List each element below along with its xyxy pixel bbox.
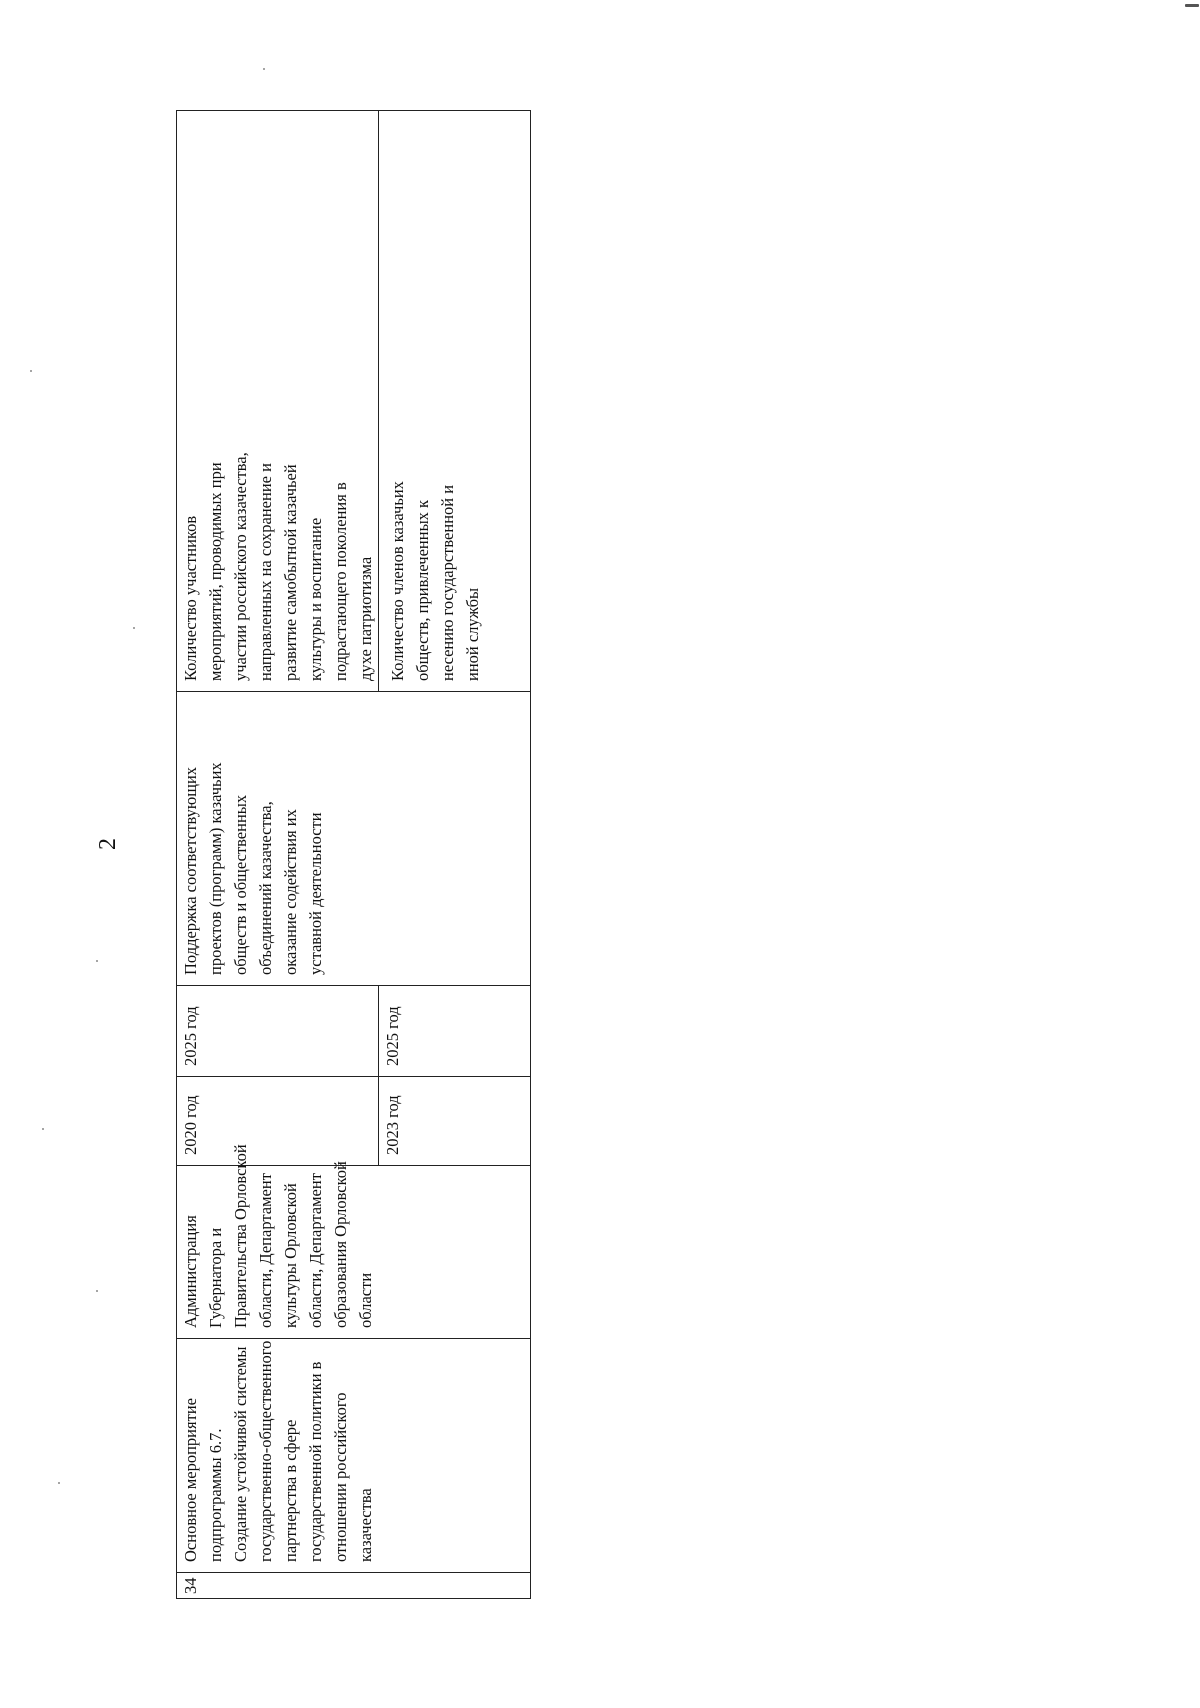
event-line: государственно-общественного (256, 1340, 275, 1562)
event-cell (177, 1339, 531, 1573)
end-date: 2025 год (181, 1006, 200, 1066)
table-row (177, 111, 379, 1599)
event-line: партнерства в сфере (281, 1419, 300, 1562)
event-line: отношении российского (331, 1392, 350, 1562)
event-line: Основное мероприятие (181, 1398, 200, 1562)
indicator-line: подрастающего поколения в (331, 482, 350, 681)
result-line: проектов (программ) казачьих (206, 762, 225, 975)
start-date: 2023 год (383, 1095, 402, 1155)
executor-line: культуры Орловской (281, 1183, 300, 1328)
measures-table (176, 110, 531, 1599)
executor-line: образования Орловской (331, 1161, 350, 1328)
scan-speck (1185, 4, 1199, 7)
end-date: 2025 год (383, 1006, 402, 1066)
indicator-line: Количество членов казачьих (388, 481, 407, 681)
executor-line: области (356, 1272, 375, 1328)
result-line: Поддержка соответствующих (181, 766, 200, 975)
indicator-line: Количество участников (181, 515, 200, 681)
rotated-table-wrapper (176, 111, 531, 1599)
row-number: 34 (181, 1577, 200, 1594)
result-cell (177, 692, 531, 986)
indicator-line: несению государственной и (438, 484, 457, 681)
event-line: Создание устойчивой системы (231, 1346, 250, 1562)
indicator-line: участии российского казачества, (231, 452, 250, 681)
end-date-cell (379, 986, 531, 1077)
scan-speck (42, 1128, 44, 1130)
indicator-cell-1 (177, 111, 379, 692)
indicator-line: иной службы (463, 587, 482, 681)
indicator-line: направленных на сохранение и (256, 463, 275, 681)
scan-speck (96, 1290, 98, 1292)
indicator-line: развитие самобытной казачьей (281, 464, 300, 681)
event-line: подпрограммы 6.7. (206, 1428, 225, 1562)
scan-speck (96, 960, 98, 962)
indicator-line: культуры и воспитание (306, 517, 325, 681)
scan-speck (263, 68, 265, 70)
result-line: оказание содействия их (281, 809, 300, 975)
indicator-line: духе патриотизма (356, 556, 375, 681)
executor-line: Администрация (181, 1215, 200, 1328)
start-date: 2020 год (181, 1095, 200, 1155)
end-date-cell (177, 986, 379, 1077)
executor-cell (177, 1144, 531, 1339)
result-line: объединений казачества, (256, 801, 275, 975)
start-date-cell (177, 1077, 379, 1166)
page-number: 2 (95, 838, 121, 850)
indicator-cell-2 (379, 111, 531, 692)
scan-speck (133, 627, 135, 629)
indicator-line: мероприятий, проводимых при (206, 462, 225, 681)
start-date-cell (379, 1077, 531, 1166)
scan-speck (58, 1482, 60, 1484)
event-line: государственной политики в (306, 1361, 325, 1562)
event-line: казачества (356, 1488, 375, 1562)
result-line: уставной деятельности (306, 812, 325, 975)
scan-speck (30, 370, 32, 372)
executor-line: Губернатора и (206, 1227, 225, 1328)
result-line: обществ и общественных (231, 794, 250, 975)
indicator-line: обществ, привлеченных к (413, 499, 432, 681)
executor-line: области, Департамент (306, 1173, 325, 1328)
executor-line: области, Департамент (256, 1173, 275, 1328)
executor-line: Правительства Орловской (231, 1144, 250, 1328)
row-number-cell (177, 1573, 531, 1599)
